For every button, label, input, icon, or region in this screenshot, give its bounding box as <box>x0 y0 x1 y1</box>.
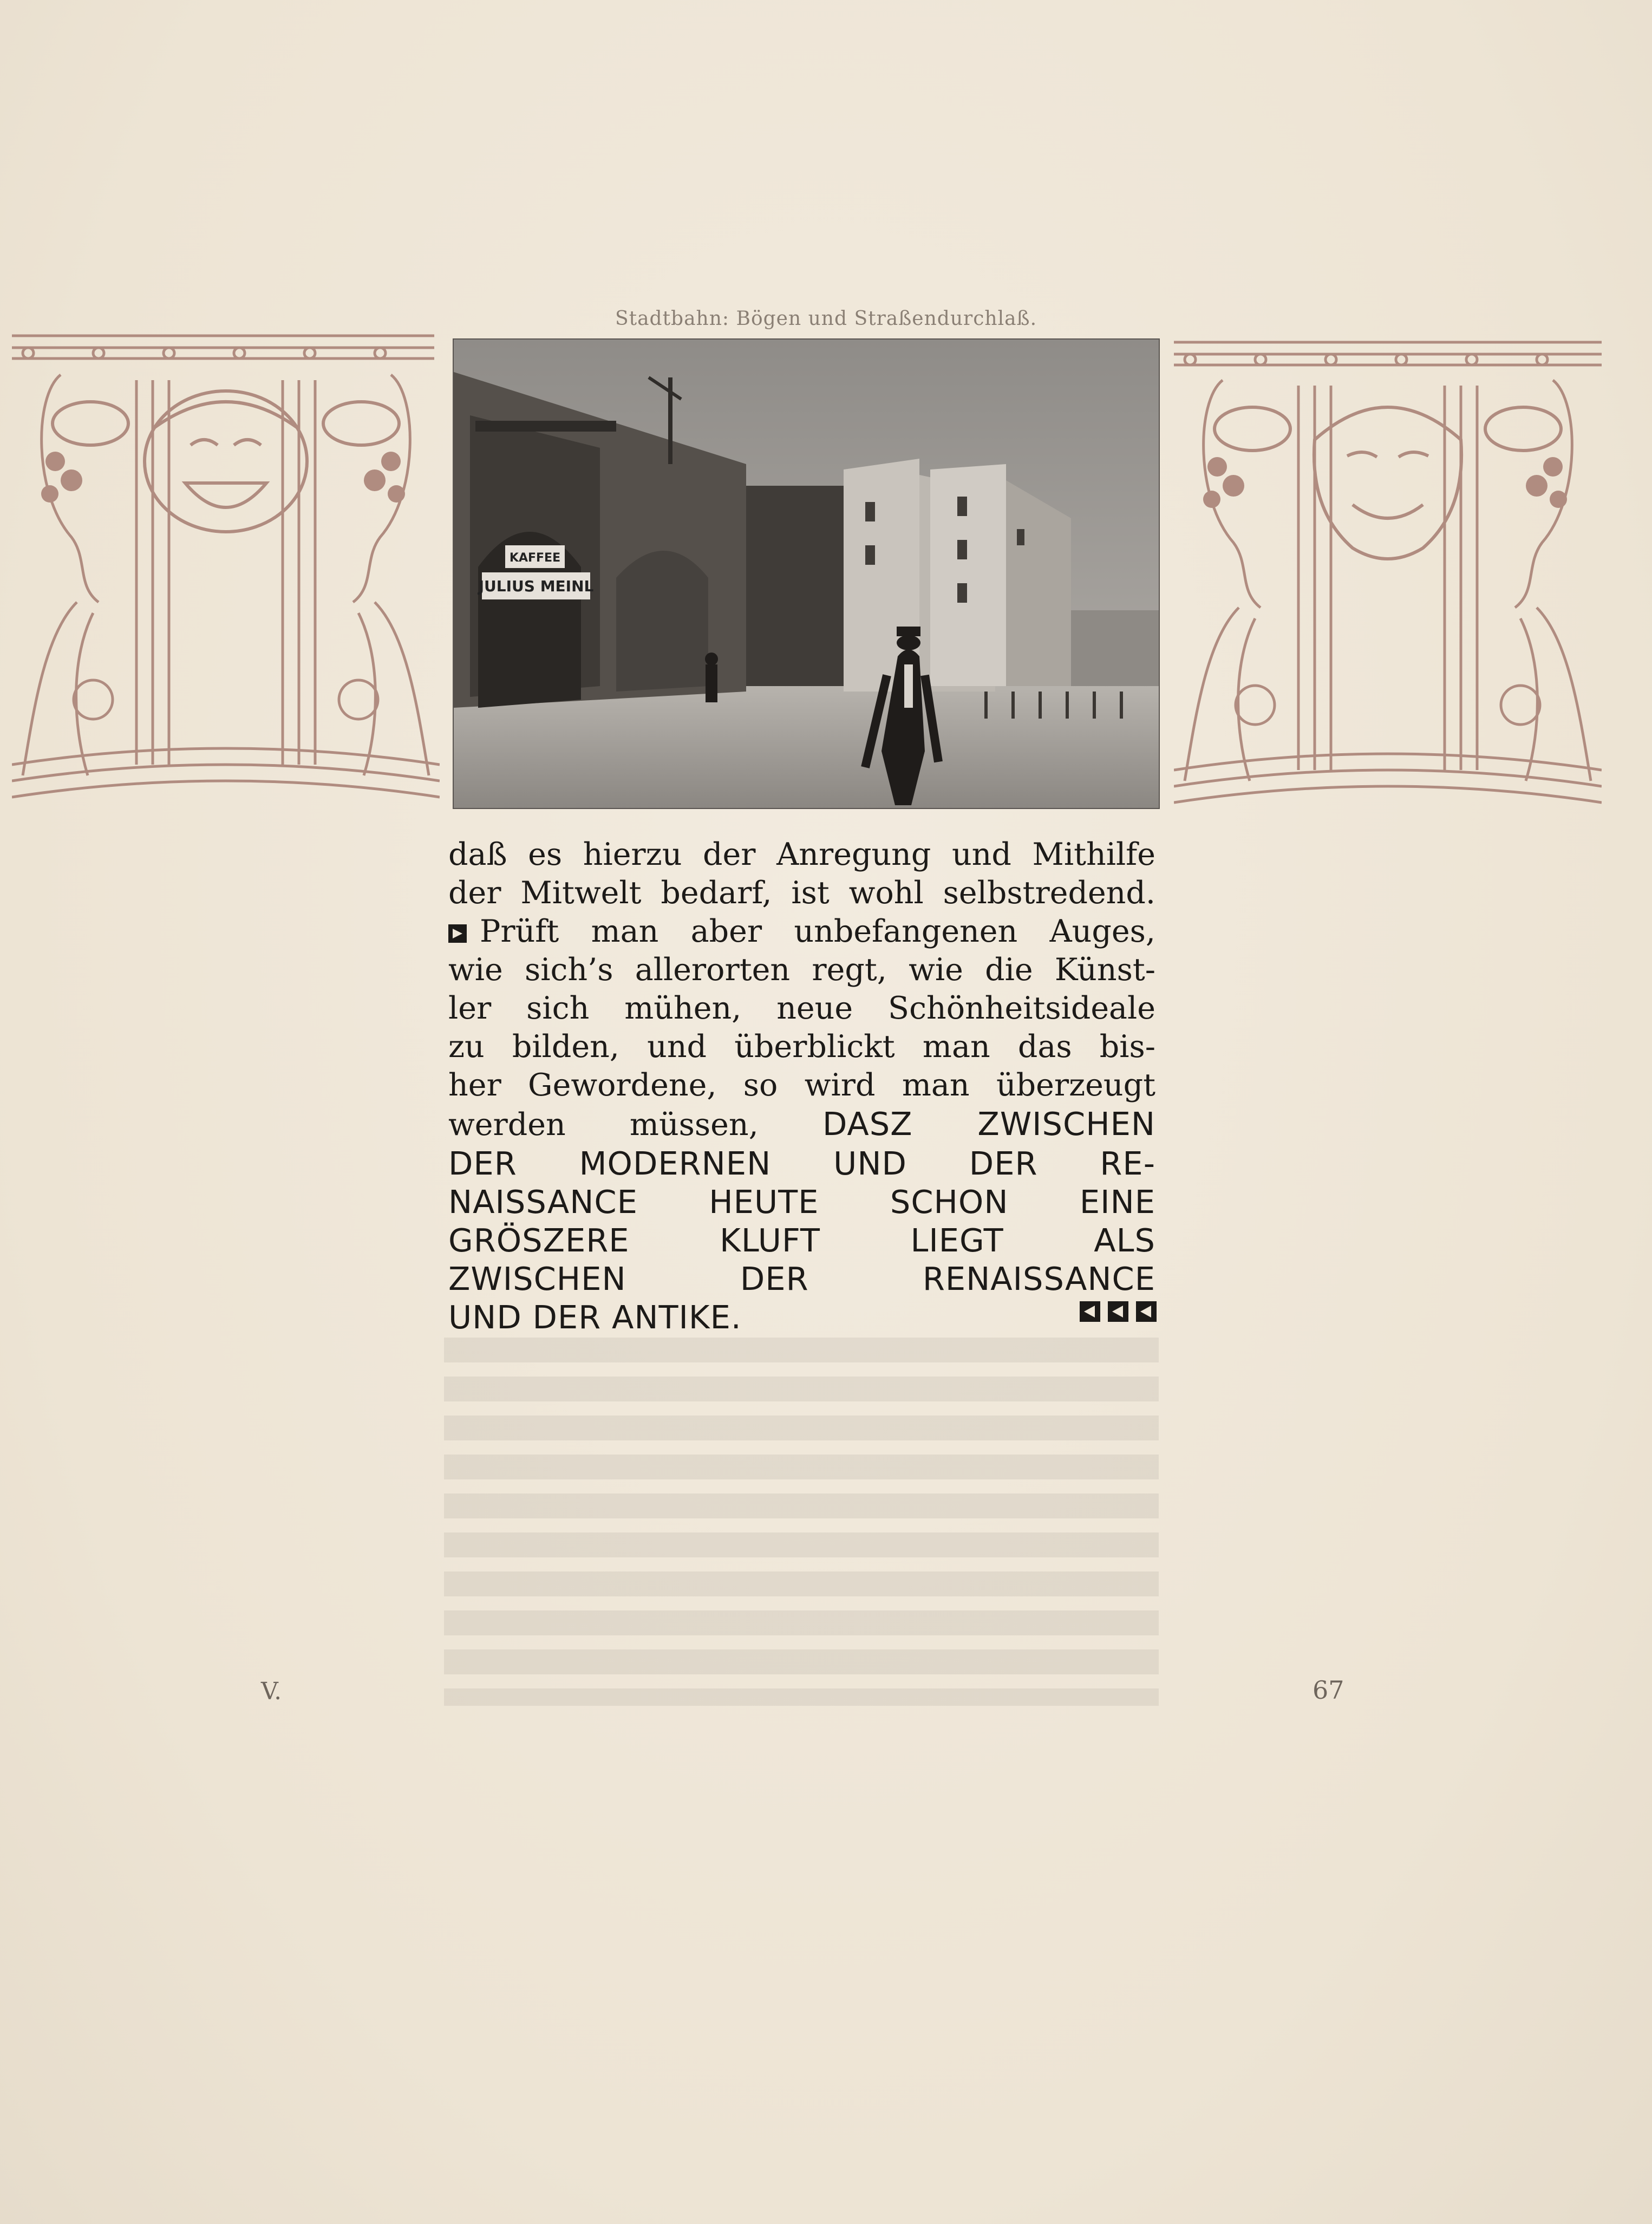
text-line-12: ZWISCHEN DER RENAISSANCE <box>448 1260 1155 1297</box>
text-line-3 <box>448 912 1155 951</box>
text-line-6: zu bilden, und überblickt man das bis- <box>448 1029 1155 1065</box>
paragraph-marker-icon <box>448 924 467 943</box>
text-line-1: daß es hierzu der Anregung und Mithilfe <box>448 837 1155 872</box>
text-line-9: DER MODERNEN UND DER RE- <box>448 1145 1155 1182</box>
ornament-left <box>12 331 440 808</box>
text-line-7: her Gewordene, so wird man überzeugt <box>448 1067 1155 1103</box>
text-line-8-normal: werden müssen, <box>448 1107 759 1143</box>
end-mark-icon <box>1080 1301 1100 1322</box>
text-line-8-caps: DASZ ZWISCHEN <box>822 1105 1155 1143</box>
text-line-3-content: Prüft man aber unbefangenen Auges, <box>480 914 1155 949</box>
end-marks <box>1072 1301 1157 1323</box>
signature-mark: V. <box>261 1678 282 1705</box>
sign-kaffee: KAFFEE <box>509 551 561 565</box>
body-text <box>448 836 1155 1336</box>
text-line-2: der Mitwelt bedarf, ist wohl selbstredend. <box>448 875 1155 911</box>
text-line-13: UND DER ANTIKE. <box>448 1299 742 1336</box>
laughing-mask-icon <box>12 331 440 808</box>
text-line-8 <box>448 1105 1155 1144</box>
text-line-4: wie sich’s allerorten regt, wie die Künst- <box>448 952 1155 988</box>
smiling-mask-icon <box>1174 331 1602 808</box>
sign-julius-meinl: JULIUS MEINL <box>478 577 594 595</box>
end-mark-icon <box>1108 1301 1128 1322</box>
page-number: 67 <box>1313 1675 1344 1705</box>
ornament-right <box>1174 331 1602 808</box>
end-mark-icon <box>1136 1301 1157 1322</box>
street-photo <box>453 338 1160 809</box>
show-through-text <box>444 1338 1159 1706</box>
photo-caption: Stadtbahn: Bögen und Straßendurchlaß. <box>615 308 1037 330</box>
text-line-10: NAISSANCE HEUTE SCHON EINE <box>448 1183 1155 1221</box>
text-line-5: ler sich mühen, neue Schönheitsideale <box>448 990 1155 1026</box>
text-line-11: GRÖSZERE KLUFT LIEGT ALS <box>448 1222 1155 1259</box>
